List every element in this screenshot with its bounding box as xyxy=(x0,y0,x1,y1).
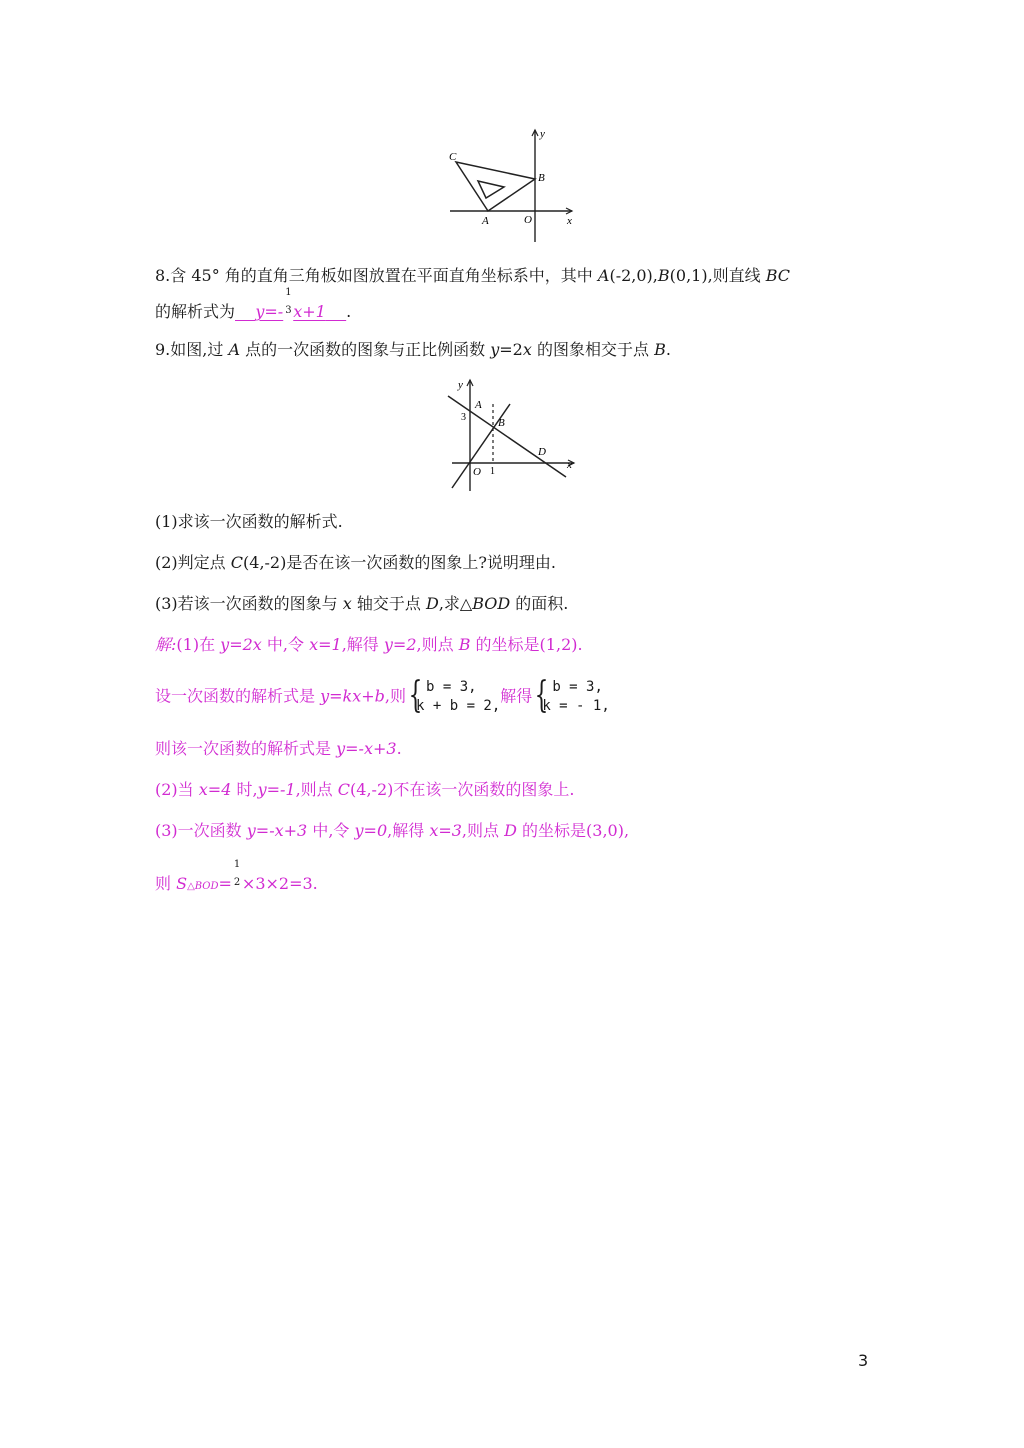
s6-s: S xyxy=(176,874,188,893)
s1-pt: B xyxy=(458,635,471,654)
label-a: A xyxy=(482,215,489,227)
s6-sub: △BOD xyxy=(187,881,219,892)
label-d: D xyxy=(538,446,546,458)
label-c: C xyxy=(449,151,457,163)
sq3-a: (3)若该一次函数的图象与 xyxy=(155,594,343,613)
q9-end: . xyxy=(665,340,671,359)
q9-text-c: 的图象相交于点 xyxy=(531,340,655,359)
q9-func: y xyxy=(490,340,500,359)
s1-b: 中,令 xyxy=(261,635,310,654)
solution-line-6 xyxy=(155,859,318,897)
q9-func-rhs: =2 xyxy=(499,340,523,359)
q8-answer-post: x+1 xyxy=(293,302,326,321)
s5-y: y=0 xyxy=(354,821,388,840)
s5-e: 的坐标是(3,0), xyxy=(516,821,630,840)
label-y: y xyxy=(540,128,545,140)
sys1-line2: k + b = 2, xyxy=(416,697,501,714)
q8-answer-num: 1 xyxy=(285,287,292,298)
sys1-line1: { b = 3, xyxy=(426,678,477,695)
figure-linear-functions xyxy=(440,376,580,496)
s3-end: . xyxy=(396,739,402,758)
q9-point-b: B xyxy=(654,340,666,359)
sq3-c: ,求△ xyxy=(438,594,473,613)
label-b: B xyxy=(498,417,505,429)
s5-b: 中,令 xyxy=(307,821,355,840)
s6-fraction xyxy=(232,859,242,894)
sq3-b: 轴交于点 xyxy=(351,594,426,613)
q9-text-b: 点的一次函数的图象与正比例函数 xyxy=(240,340,491,359)
solution-line-5 xyxy=(155,821,629,841)
q8-answer-den: 3 xyxy=(285,305,292,316)
sq3-d: D xyxy=(425,594,439,613)
s2-a: 设一次函数的解析式是 xyxy=(155,686,321,706)
sys2-line2: k = - 1, xyxy=(542,697,610,714)
s4-pt: C xyxy=(337,780,351,799)
sq2-a: (2)判定点 xyxy=(155,553,231,572)
sub-question-1: (1)求该一次函数的解析式. xyxy=(155,512,343,531)
q8-point-a: A xyxy=(597,266,610,285)
solution-label: 解: xyxy=(155,635,177,654)
label-y: y xyxy=(458,379,463,391)
sq3-bod: BOD xyxy=(472,594,511,613)
s6-c: ×3×2=3. xyxy=(241,874,318,893)
s4-b: 时, xyxy=(231,780,258,799)
solution-line-3 xyxy=(155,739,402,759)
q9-line xyxy=(155,340,671,360)
s1-eq: y=2x xyxy=(220,635,262,654)
sub-question-2 xyxy=(155,553,556,573)
sub-question-3 xyxy=(155,594,568,614)
s5-pt: D xyxy=(504,821,517,840)
q8-answer-blank xyxy=(235,287,346,321)
s6-b: = xyxy=(218,874,232,893)
label-o: O xyxy=(473,466,481,478)
q8-end: . xyxy=(346,302,352,321)
q9-func-x: x xyxy=(522,340,532,359)
s2-c: 解得 xyxy=(500,686,533,706)
inner-triangle xyxy=(478,181,504,198)
s4-c: ,则点 xyxy=(295,780,338,799)
label-b: B xyxy=(538,172,545,184)
s6-a: 则 xyxy=(155,874,177,893)
outer-triangle xyxy=(456,162,535,211)
q8-answer-pre: y=- xyxy=(255,302,284,321)
sq3-d2: 的面积. xyxy=(510,594,569,613)
s1-c: ,解得 xyxy=(341,635,384,654)
label-a: A xyxy=(475,399,482,411)
s6-den: 2 xyxy=(233,877,241,888)
s2-b: ,则 xyxy=(384,686,406,706)
q8-answer-fraction xyxy=(283,287,293,322)
q9-point-a: A xyxy=(228,340,241,359)
sys2-line1: { b = 3, xyxy=(552,678,603,695)
s5-a: (3)一次函数 xyxy=(155,821,247,840)
label-x: x xyxy=(567,459,572,471)
s3-a: 则该一次函数的解析式是 xyxy=(155,739,337,758)
s4-d: (4,-2)不在该一次函数的图象上. xyxy=(350,780,575,799)
label-3: 3 xyxy=(461,412,466,423)
label-x: x xyxy=(567,215,572,227)
equation-system-1 xyxy=(406,678,500,716)
s1-e: 的坐标是(1,2). xyxy=(470,635,583,654)
q8-coords-b: (0,1),则直线 xyxy=(669,266,766,285)
s3-eq: y=-x+3 xyxy=(336,739,397,758)
s1-d: ,则点 xyxy=(416,635,459,654)
figure-triangle-ruler xyxy=(440,122,580,248)
s6-num: 1 xyxy=(233,859,241,870)
q8-point-b: B xyxy=(657,266,670,285)
s5-c: ,解得 xyxy=(387,821,430,840)
q8-coords-a: (-2,0), xyxy=(609,266,658,285)
s1-y: y=2 xyxy=(383,635,417,654)
sq2-point: C xyxy=(230,553,244,572)
solution-line-4 xyxy=(155,780,574,800)
s4-x: x=4 xyxy=(198,780,232,799)
q9-text-a: 9.如图,过 xyxy=(155,340,229,359)
s1-a: (1)在 xyxy=(176,635,221,654)
sq2-b: (4,-2)是否在该一次函数的图象上?说明理由. xyxy=(243,553,557,572)
sq3-x: x xyxy=(342,594,352,613)
s2-eq: y=kx+b xyxy=(320,686,385,706)
s4-a: (2)当 xyxy=(155,780,199,799)
q8-line1 xyxy=(155,266,790,286)
q8-line2 xyxy=(155,287,352,322)
page-number: 3 xyxy=(858,1351,869,1370)
s1-x: x=1 xyxy=(309,635,342,654)
s5-d: ,则点 xyxy=(461,821,505,840)
solution-line-2 xyxy=(155,676,610,717)
q8-text-a: 8.含 45° 角的直角三角板如图放置在平面直角坐标系中，其中 xyxy=(155,266,598,285)
s5-eq: y=-x+3 xyxy=(246,821,308,840)
q8-text-b: 的解析式为 xyxy=(155,302,236,321)
label-1: 1 xyxy=(490,466,495,477)
s5-x: x=3 xyxy=(429,821,462,840)
equation-system-2 xyxy=(532,678,609,716)
s4-y: y=-1 xyxy=(257,780,296,799)
q8-line-name: BC xyxy=(765,266,791,285)
label-o: O xyxy=(524,214,532,226)
solution-line-1 xyxy=(155,635,583,655)
